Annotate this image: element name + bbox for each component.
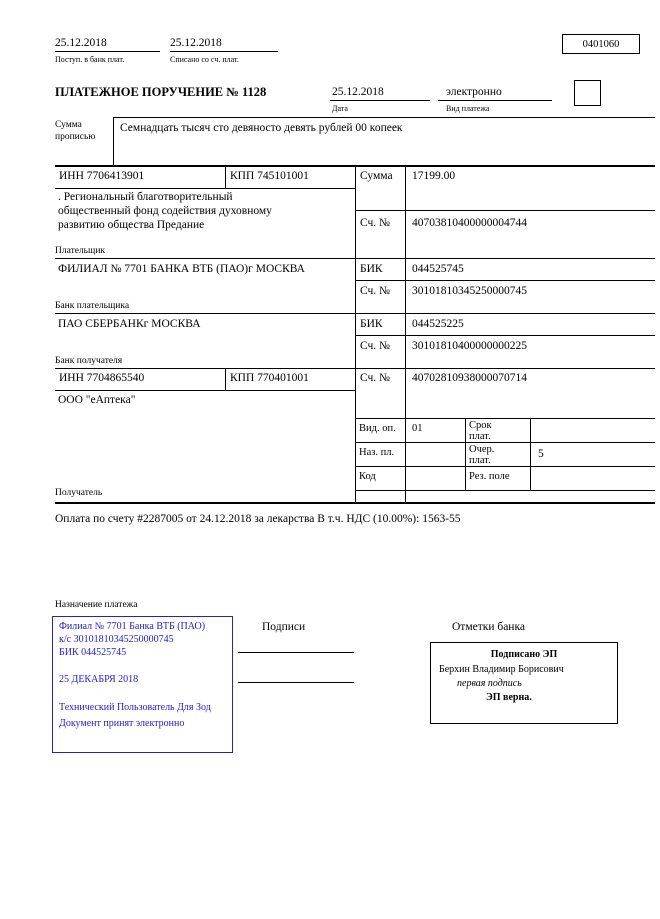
stamp-accepted-note: Документ принят электронно xyxy=(59,718,185,729)
signatures-label: Подписи xyxy=(262,621,306,633)
payer-bank-bik: 044525745 xyxy=(412,263,464,275)
payee-account-label: Сч. № xyxy=(360,372,391,384)
rule xyxy=(55,313,655,314)
signed-ep-label: Подписано ЭП xyxy=(490,649,558,660)
payer-bank-account: 30101810345250000745 xyxy=(412,285,527,297)
date-label: Дата xyxy=(332,104,348,113)
bank-marks-label: Отметки банка xyxy=(452,621,525,633)
stamp-corr-account: к/с 30101810345250000745 xyxy=(59,634,174,645)
payee-bank-bik: 044525225 xyxy=(412,318,464,330)
rule xyxy=(55,51,160,52)
payment-order-priority-value: 5 xyxy=(538,448,544,460)
amount-in-words: Семнадцать тысяч сто девяносто девять рублей 00 копеек xyxy=(120,122,403,134)
payer-bank-section-label: Банк плательщика xyxy=(55,301,130,311)
rule xyxy=(355,418,655,419)
payee-bank-account: 30101810400000000225 xyxy=(412,340,527,352)
signature-stamp-box xyxy=(430,642,618,724)
payer-bank-bik-label: БИК xyxy=(360,263,383,275)
document-title: ПЛАТЕЖНОЕ ПОРУЧЕНИЕ № 1128 xyxy=(55,85,267,99)
sum-label: Сумма xyxy=(360,170,393,182)
first-signature-note: первая подпись xyxy=(457,678,522,689)
payment-purpose-code-label: Наз. пл. xyxy=(359,447,395,458)
payee-bank-account-label: Сч. № xyxy=(360,340,391,352)
form-code-box xyxy=(562,34,640,54)
rule xyxy=(55,188,355,189)
payment-type-label: Вид платежа xyxy=(446,104,490,113)
payee-kpp: КПП 770401001 xyxy=(230,372,309,384)
payer-account: 40703810400000004744 xyxy=(412,217,527,229)
op-type-label: Вид. оп. xyxy=(359,423,396,434)
rule xyxy=(55,368,655,369)
payment-purpose-text: Оплата по счету #2287005 от 24.12.2018 за лекарства В т.ч. НДС (10.00%): 1563-55 xyxy=(55,513,461,525)
rule xyxy=(55,258,655,259)
signature-line xyxy=(238,682,354,683)
rule xyxy=(438,100,552,101)
signature-line xyxy=(238,652,354,653)
rule xyxy=(355,210,655,211)
amount-words-label-2: прописью xyxy=(55,132,96,142)
payer-bank-name: ФИЛИАЛ № 7701 БАНКА ВТБ (ПАО)г МОСКВА xyxy=(58,263,305,275)
rule xyxy=(530,418,531,490)
payee-bank-name: ПАО СБЕРБАНКг МОСКВА xyxy=(58,318,201,330)
stamp-bik: БИК 044525745 xyxy=(59,647,127,658)
rule xyxy=(355,442,655,443)
written-off-date: 25.12.2018 xyxy=(170,37,222,49)
payer-kpp: КПП 745101001 xyxy=(230,170,309,182)
payee-bank-section-label: Банк получателя xyxy=(55,356,123,366)
amount-words-label-1: Сумма xyxy=(55,120,82,130)
rule xyxy=(355,165,356,503)
code-label: Код xyxy=(359,471,376,482)
rule xyxy=(405,165,406,503)
written-off-label: Списано со сч. плат. xyxy=(170,55,239,64)
payee-name: ООО "еАптека" xyxy=(58,394,136,406)
rule xyxy=(355,335,655,336)
rule xyxy=(355,280,655,281)
rule xyxy=(225,165,226,188)
payer-bank-account-label: Сч. № xyxy=(360,285,391,297)
sum-value: 17199.00 xyxy=(412,170,456,182)
form-code: 0401060 xyxy=(582,38,620,50)
payee-section-label: Получатель xyxy=(55,488,103,498)
rule xyxy=(330,100,430,101)
stamp-operator: Технический Пользователь Для Зод xyxy=(59,702,211,713)
payment-term-label: Срок плат. xyxy=(469,420,492,442)
bank-electronic-stamp xyxy=(52,616,233,753)
status-box xyxy=(574,80,601,106)
payment-type: электронно xyxy=(446,86,502,98)
rule xyxy=(465,418,466,490)
rule xyxy=(113,117,655,118)
payee-bank-bik-label: БИК xyxy=(360,318,383,330)
payer-section-label: Плательщик xyxy=(55,246,106,256)
payer-inn: ИНН 7706413901 xyxy=(59,170,145,182)
payee-account: 40702810938000070714 xyxy=(412,372,527,384)
rule xyxy=(55,390,355,391)
rule xyxy=(225,368,226,390)
document-date: 25.12.2018 xyxy=(332,86,384,98)
signer-name: Берхин Владимир Борисович xyxy=(439,664,564,675)
received-in-bank-date: 25.12.2018 xyxy=(55,37,107,49)
rule xyxy=(355,466,655,467)
rule xyxy=(355,490,655,491)
payment-order-priority-label: Очер. плат. xyxy=(469,444,495,466)
payee-inn: ИНН 7704865540 xyxy=(59,372,145,384)
payer-account-label: Сч. № xyxy=(360,217,391,229)
payment-purpose-label: Назначение платежа xyxy=(55,600,138,610)
received-in-bank-label: Поступ. в банк плат. xyxy=(55,55,125,64)
reserve-field-label: Рез. поле xyxy=(469,471,510,482)
rule xyxy=(170,51,278,52)
rule xyxy=(113,117,114,165)
ep-valid-note: ЭП верна. xyxy=(486,692,532,703)
payer-name: . Региональный благотворительный общественный фонд содействия духовному развитию общества Предание xyxy=(58,191,272,231)
table-rule-bottom xyxy=(55,502,655,504)
stamp-bank-name: Филиал № 7701 Банка ВТБ (ПАО) xyxy=(59,621,206,632)
op-type-value: 01 xyxy=(412,423,423,434)
stamp-date: 25 ДЕКАБРЯ 2018 xyxy=(59,674,139,685)
